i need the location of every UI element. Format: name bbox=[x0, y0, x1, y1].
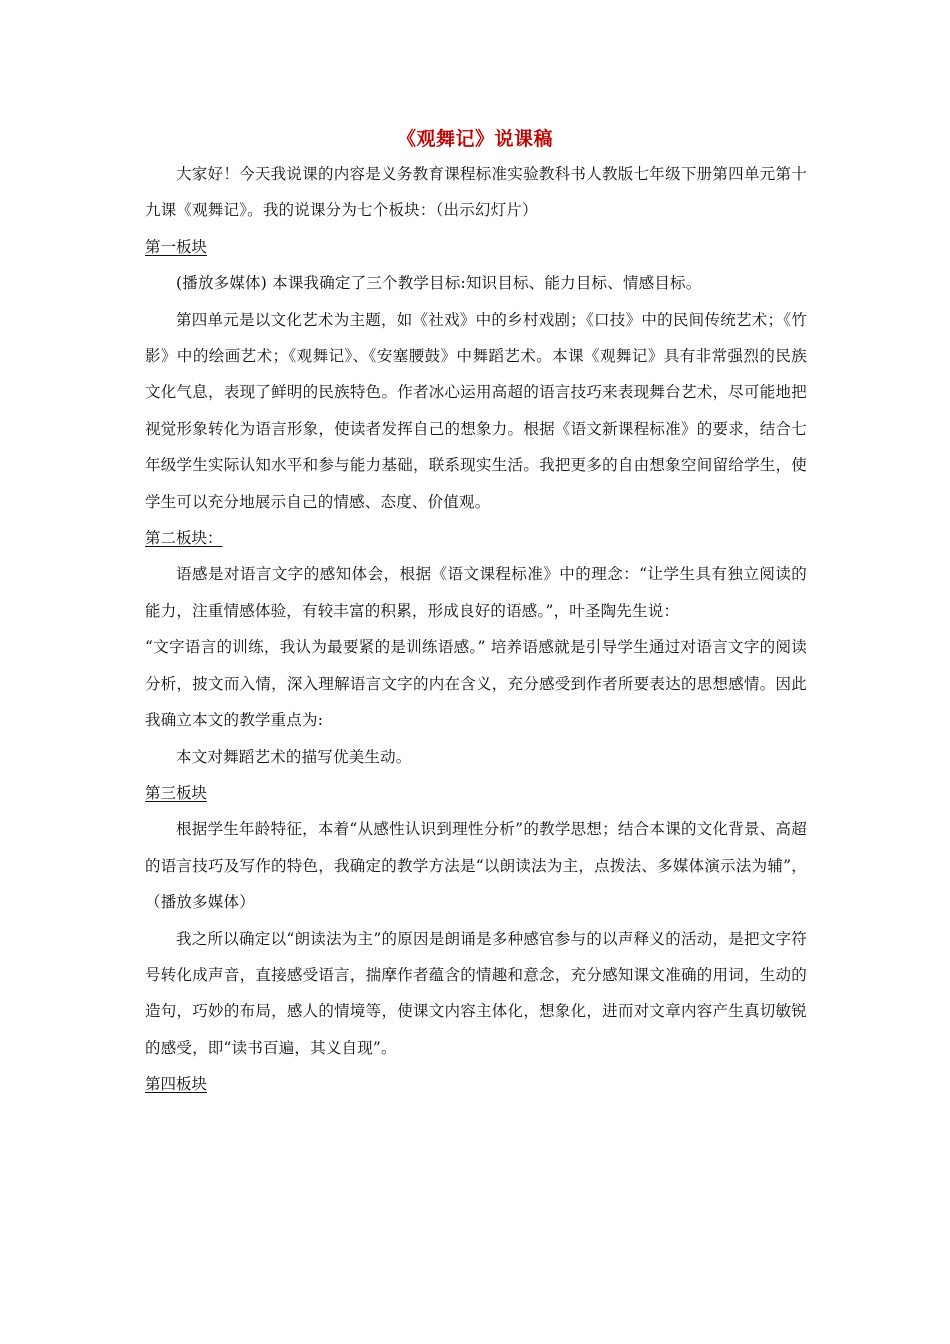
section-3-paragraph-2: 我之所以确定以“朗读法为主”的原因是朗诵是多种感官参与的以声释义的活动，是把文字符号转化成声音，直接感受语言，揣摩作者蕴含的情趣和意念，充分感知课文准确的用词，生动的造句，巧妙的布局，感人的情境等，使课文内容主体化，想象化，进而对文章内容产生真切敏锐的感受，即“读书百遍，其义自现”。 bbox=[145, 929, 807, 1057]
document-body bbox=[145, 156, 807, 1103]
intro-paragraph: 大家好！今天我说课的内容是义务教育课程标准实验教科书人教版七年级下册第四单元第十九课《观舞记》。我的说课分为七个板块：（出示幻灯片） bbox=[145, 165, 807, 220]
section-1-paragraph-2: 第四单元是以文化艺术为主题，如《社戏》中的乡村戏剧；《口技》中的民间传统艺术；《竹影》中的绘画艺术；《观舞记》、《安塞腰鼓》中舞蹈艺术。本课《观舞记》具有非常强烈的民族文化气息，表现了鲜明的民族特色。作者冰心运用高超的语言技巧来表现舞台艺术，尽可能地把视觉形象转化为语言形象，使读者发挥自己的想象力。根据《语文新课程标准》的要求，结合七年级学生实际认知水平和参与能力基础，联系现实生活。我把更多的自由想象空间留给学生，使学生可以充分地展示自己的情感、态度、价值观。 bbox=[145, 310, 807, 511]
section-heading-1: 第一板块 bbox=[145, 237, 208, 256]
section-3-paragraph-1: 根据学生年龄特征，本着“从感性认识到理性分析”的教学思想；结合本课的文化背景、高超的语言技巧及写作的特色，我确定的教学方法是“以朗读法为主，点拨法、多媒体演示法为辅”，（播放多媒体） bbox=[145, 820, 807, 912]
section-2-paragraph-2: “文字语言的训练，我认为最要紧的是训练语感。” 培养语感就是引导学生通过对语言文字的阅读分析，披文而入情，深入理解语言文字的内在含义，充分感受到作者所要表达的思想感情。因此我确立本文的教学重点为: bbox=[145, 638, 807, 730]
section-1-paragraph-1: (播放多媒体) 本课我确定了三个教学目标:知识目标、能力目标、情感目标。 bbox=[176, 274, 702, 293]
section-2-paragraph-1: 语感是对语言文字的感知体会，根据《语文课程标准》中的理念：“让学生具有独立阅读的能力，注重情感体验，有较丰富的积累，形成良好的语感。”，叶圣陶先生说： bbox=[145, 565, 807, 620]
section-heading-2: 第二板块： bbox=[145, 529, 223, 548]
section-2-paragraph-3: 本文对舞蹈艺术的描写优美生动。 bbox=[176, 747, 412, 766]
document-title: 《观舞记》说课稿 bbox=[396, 128, 553, 150]
section-heading-4: 第四板块 bbox=[145, 1075, 208, 1094]
section-heading-3: 第三板块 bbox=[145, 783, 208, 802]
